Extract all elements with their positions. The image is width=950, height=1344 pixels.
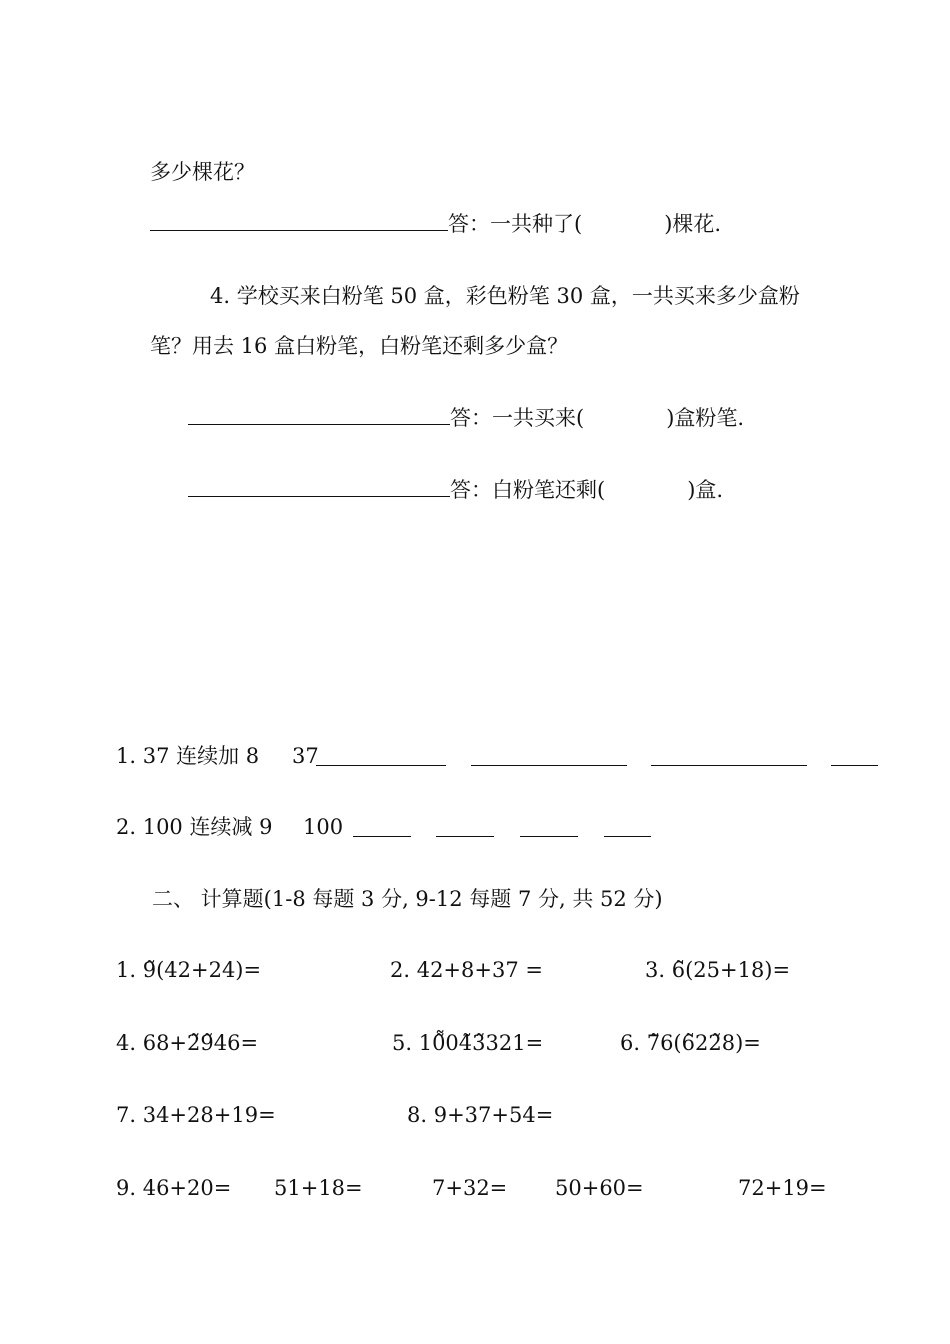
sequence-item1-label: 1. 37 连续加 8 — [116, 744, 260, 768]
problem-9e: 72+19= — [738, 1176, 827, 1200]
q4-answer2-prefix: 答：白粉笔还剩( — [450, 478, 606, 502]
sequence-item1-blank-1[interactable] — [316, 765, 446, 766]
problem-9a: 9. 46+20= — [116, 1176, 232, 1200]
q4-answer1-prefix: 答：一共买来( — [450, 406, 585, 430]
sequence-item2-blank-4[interactable] — [604, 836, 651, 837]
sequence-item1-start: 37 — [292, 744, 319, 768]
sequence-item1-blank-4[interactable] — [831, 765, 878, 766]
problem-6: 6. 7̃6(6̃22̃8)= — [620, 1031, 761, 1055]
q4-line2: 笔？用去 16 盒白粉笔，白粉笔还剩多少盒？ — [150, 334, 569, 358]
problem-4: 4. 68+2̃9̃46= — [116, 1031, 259, 1055]
q3-answer-prefix: 答：一共种了( — [448, 212, 583, 236]
sequence-item1-blank-2[interactable] — [471, 765, 627, 766]
problem-7: 7. 34+28+19= — [116, 1103, 276, 1127]
q4-work-blank-2[interactable] — [188, 476, 450, 497]
q3-continuation: 多少棵花？ — [150, 160, 255, 184]
problem-5: 5. 10̃̃04̃3̃321= — [392, 1031, 544, 1055]
q3-work-blank[interactable] — [150, 210, 448, 231]
q3-answer-line — [150, 210, 721, 238]
problem-9d: 50+60= — [555, 1176, 644, 1200]
q4-answer2-line — [188, 476, 723, 504]
sequence-item2-start: 100 — [303, 815, 344, 839]
problem-2: 2. 42+8+37 = — [390, 958, 543, 982]
sequence-item2-blank-2[interactable] — [436, 836, 494, 837]
q3-answer-suffix: )棵花. — [664, 212, 722, 236]
problem-1: 1. 9̃(42+24)= — [116, 958, 262, 982]
sequence-item1-blank-3[interactable] — [651, 765, 807, 766]
q4-work-blank-1[interactable] — [188, 404, 450, 425]
q4-answer2-suffix: )盒. — [687, 478, 724, 502]
section2-heading: 二、 计算题(1-8 每题 3 分, 9-12 每题 7 分, 共 52 分) — [152, 887, 663, 911]
sequence-item2-label: 2. 100 连续减 9 — [116, 815, 273, 839]
sequence-item2-blank-1[interactable] — [353, 836, 411, 837]
q4-line1: 4. 学校买来白粉笔 50 盒，彩色粉笔 30 盒，一共买来多少盒粉 — [210, 284, 800, 308]
sequence-item2-blank-3[interactable] — [520, 836, 578, 837]
problem-9b: 51+18= — [274, 1176, 363, 1200]
problem-3: 3. 6̃(25+18)= — [645, 958, 791, 982]
q4-answer1-line — [188, 404, 744, 432]
problem-8: 8. 9+37+54= — [407, 1103, 554, 1127]
problem-9c: 7+32= — [432, 1176, 508, 1200]
q4-answer1-suffix: )盒粉笔. — [666, 406, 745, 430]
